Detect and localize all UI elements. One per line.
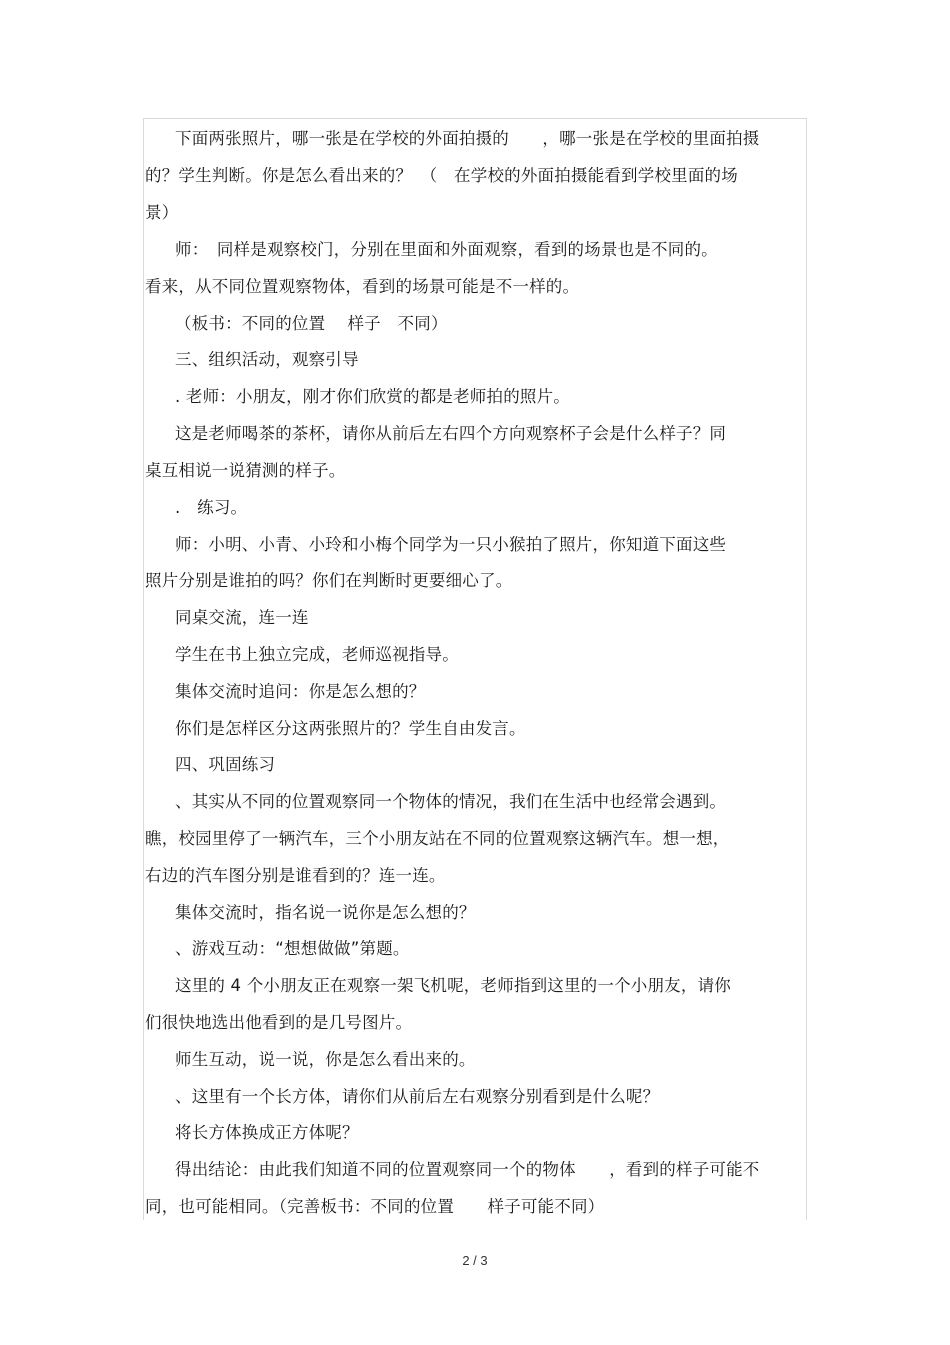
- text-line: 学生在书上独立完成，老师巡视指导。: [175, 645, 459, 664]
- text-line: 将长方体换成正方体呢？: [175, 1123, 359, 1142]
- text-line: 师：小明、小青、小玲和小梅个同学为一只小猴拍了照片，你知道下面这些: [175, 535, 727, 554]
- text-line: 们很快地选出他看到的是几号图片。: [145, 1013, 413, 1032]
- text-line: 景）: [145, 203, 179, 222]
- text-line: 集体交流时追问：你是怎么想的？: [175, 682, 426, 701]
- text-line: 你们是怎样区分这两张照片的？学生自由发言。: [175, 719, 526, 738]
- text-line: 看来，从不同位置观察物体，看到的场景可能是不一样的。: [145, 277, 580, 296]
- text-line: 集体交流时，指名说一说你是怎么想的？: [175, 903, 476, 922]
- text-line: 、游戏互动：“想想做做”第题。: [175, 939, 410, 958]
- section-heading: 四、巩固练习: [175, 755, 276, 774]
- text-line: 照片分别是谁拍的吗？你们在判断时更要细心了。: [145, 571, 513, 590]
- page-number: 2 / 3: [462, 1253, 488, 1268]
- text-line: 师生互动，说一说，你是怎么看出来的。: [175, 1050, 476, 1069]
- text-line: . 老师：小朋友，刚才你们欣赏的都是老师拍的照片。: [175, 387, 570, 406]
- section-heading: 三、组织活动，观察引导: [175, 350, 359, 369]
- text-line: 、这里有一个长方体，请你们从前后左右观察分别看到是什么呢？: [175, 1087, 660, 1106]
- text-line: 瞧，校园里停了一辆汽车，三个小朋友站在不同的位置观察这辆汽车。想一想，: [145, 829, 730, 848]
- text-line: 同桌交流，连一连: [175, 608, 309, 627]
- text-line: 同，也可能相同。（完善板书：不同的位置 样子可能不同）: [145, 1197, 605, 1216]
- text-line: 桌互相说一说猜测的样子。: [145, 461, 346, 480]
- text-line: （板书：不同的位置 样子 不同）: [175, 314, 448, 333]
- text-line: 这是老师喝茶的茶杯，请你从前后左右四个方向观察杯子会是什么样子？同: [175, 424, 727, 443]
- text-line: 、其实从不同的位置观察同一个物体的情况，我们在生活中也经常会遇到。: [175, 792, 727, 811]
- text-line: 师： 同样是观察校门，分别在里面和外面观察，看到的场景也是不同的。: [175, 240, 718, 259]
- text-line: . 练习。: [175, 498, 248, 517]
- text-line: 这里的 4 个小朋友正在观察一架飞机呢，老师指到这里的一个小朋友，请你: [175, 976, 731, 995]
- text-line: 右边的汽车图分别是谁看到的？连一连。: [145, 866, 446, 885]
- text-line: 得出结论：由此我们知道不同的位置观察同一个的物体 ，看到的样子可能不: [175, 1160, 760, 1179]
- text-line: 的？学生判断。你是怎么看出来的？ （ 在学校的外面拍摄能看到学校里面的场: [145, 166, 738, 185]
- text-line: 下面两张照片，哪一张是在学校的外面拍摄的 ，哪一张是在学校的里面拍摄: [175, 129, 760, 148]
